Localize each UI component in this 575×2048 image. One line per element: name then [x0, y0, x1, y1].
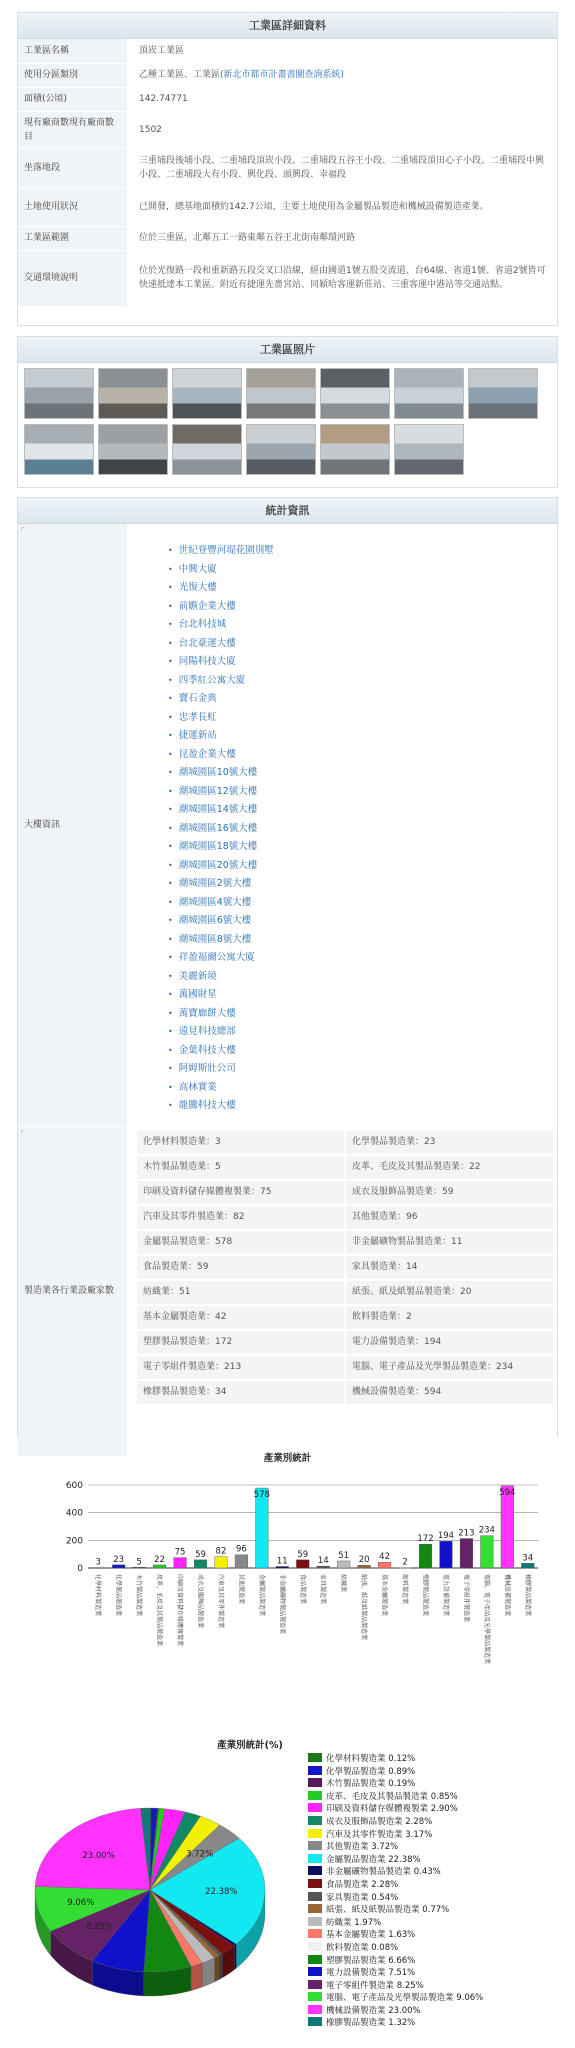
legend-label: 非金屬礦物製品製造業 0.43% [326, 1867, 441, 1878]
legend-label: 塑膠製品製造業 6.66% [326, 1955, 416, 1966]
x-tick-label: 塑膠製品製造業 [421, 1574, 429, 1617]
legend-swatch [308, 1816, 322, 1825]
bar-value-label: 20 [358, 1555, 370, 1566]
pie-slice-label: 3.72% [186, 1849, 214, 1860]
bar-value-label: 594 [499, 1487, 516, 1498]
industry-count: 家具製造業：14 [346, 1256, 553, 1279]
x-tick-label: 非金屬礦物製品製造業 [278, 1574, 286, 1635]
photo-thumbnail[interactable] [468, 368, 538, 419]
legend-label: 電子零組件製造業 8.25% [326, 1980, 424, 1991]
stats-table [18, 524, 557, 1457]
bar [276, 1566, 289, 1568]
building-item[interactable]: • 金葉科技大樓 [168, 1042, 557, 1061]
industries-label: 製造業各行業設廠家數 [24, 1286, 115, 1296]
detail-table [18, 39, 557, 307]
x-tick-label: 化學製品製造業 [114, 1574, 122, 1617]
legend-swatch [308, 1955, 322, 1964]
x-tick-label: 紙張、紙及紙製品製造業 [360, 1574, 368, 1641]
bar-chart-title: 產業別統計 [263, 1453, 312, 1464]
industry-count: 塑膠製品製造業：172 [137, 1331, 344, 1354]
stats-header: 統計資訊 [18, 498, 557, 524]
legend-item [308, 2017, 568, 2030]
photo-thumbnail[interactable] [98, 368, 168, 419]
industry-count: 基本金屬製造業：42 [137, 1306, 344, 1329]
detail-panel [17, 12, 558, 326]
industry-count: 皮革、毛皮及其製品製造業：22 [346, 1156, 553, 1179]
x-tick-label: 電腦、電子產品及光學製品製造業 [482, 1574, 490, 1665]
x-tick-label: 木竹製品製造業 [135, 1574, 143, 1617]
building-item[interactable]: • 萬國財星 [168, 986, 557, 1005]
building-item[interactable]: • 遠見科技總部 [168, 1023, 557, 1042]
bar-value-label: 11 [276, 1556, 288, 1567]
legend-item [308, 1791, 568, 1804]
legend-swatch [308, 2005, 322, 2014]
industry-count: 食品製造業：59 [137, 1256, 344, 1279]
building-item[interactable]: • 中興大廈 [168, 561, 557, 580]
industry-count: 其他製造業：96 [346, 1206, 553, 1229]
photo-thumbnail[interactable] [320, 368, 390, 419]
legend-swatch [308, 1917, 322, 1926]
legend-swatch [308, 1841, 322, 1850]
legend-item [308, 1929, 568, 1942]
photo-thumbnail[interactable] [24, 368, 94, 419]
bar [215, 1557, 228, 1568]
legend-item [308, 1892, 568, 1905]
photo-thumbnail[interactable] [320, 424, 390, 475]
building-item[interactable]: • 台北科技城 [168, 616, 557, 635]
legend-label: 印刷及資料儲存媒體複製業 2.90% [326, 1804, 458, 1815]
x-tick-label: 電子零組件製造業 [462, 1574, 470, 1623]
legend-item [308, 1841, 568, 1854]
legend-label: 汽車及其零件製造業 3.17% [326, 1829, 433, 1840]
building-item[interactable]: • 忠孝長虹 [168, 709, 557, 728]
bar-value-label: 23 [113, 1554, 125, 1565]
photo-thumbnail[interactable] [172, 368, 242, 419]
x-tick-label: 紡織業 [339, 1574, 347, 1593]
bar-value-label: 578 [253, 1490, 270, 1501]
building-item[interactable]: • 光復大樓 [168, 579, 557, 598]
legend-item [308, 1904, 568, 1917]
photo-thumbnail[interactable] [246, 368, 316, 419]
legend-label: 橡膠製品製造業 1.32% [326, 2018, 416, 2029]
legend-swatch [308, 1904, 322, 1913]
legend-swatch [308, 1980, 322, 1989]
legend-swatch [308, 1879, 322, 1888]
bar [337, 1561, 350, 1568]
x-tick-label: 其他製造業 [237, 1574, 245, 1605]
legend-label: 皮革、毛皮及其製品製造業 0.85% [326, 1791, 458, 1802]
legend-label: 化學材料製造業 0.12% [326, 1754, 416, 1764]
industry-count: 電腦、電子產品及光學製品製造業：234 [346, 1356, 553, 1379]
legend-item [308, 1766, 568, 1779]
bar [153, 1565, 166, 1568]
photo-thumbnail[interactable] [394, 368, 464, 419]
bar-value-label: 3 [95, 1557, 101, 1568]
bar-value-label: 213 [458, 1528, 475, 1539]
industry-count: 化學材料製造業：3 [137, 1131, 344, 1154]
industry-count: 機械設備製造業：594 [346, 1381, 553, 1404]
legend-label: 電腦、電子產品及光學製品製造業 9.06% [326, 1993, 484, 2004]
building-item[interactable]: • 潮城園區8號大樓 [168, 931, 557, 950]
legend-label: 其他製造業 3.72% [326, 1842, 399, 1853]
legend-label: 木竹製品製造業 0.19% [326, 1779, 416, 1790]
legend-item [308, 1955, 568, 1968]
x-tick-label: 金屬製品製造業 [257, 1574, 265, 1617]
bar-value-label: 51 [338, 1550, 350, 1561]
legend-item [308, 1879, 568, 1892]
building-item[interactable]: • 昆盈企業大樓 [168, 746, 557, 765]
building-item[interactable]: • 萬寶廊餅大樓 [168, 1005, 557, 1024]
legend-label: 家具製造業 0.54% [326, 1892, 399, 1903]
legend-swatch [308, 1766, 322, 1775]
name-value: 頂崁工業區 [130, 39, 557, 63]
zoning-map-link[interactable]: (新北市都市計畫書圖查詢系統) [220, 70, 345, 80]
x-tick-label: 印刷及資料儲存媒體複製業 [176, 1574, 184, 1647]
x-tick-label: 飲料製造業 [401, 1574, 409, 1605]
legend-swatch [308, 1854, 322, 1863]
bar [419, 1544, 432, 1568]
building-item[interactable]: • 潮城園區10號大樓 [168, 764, 557, 783]
legend-swatch [308, 1803, 322, 1812]
legend-swatch [308, 1753, 322, 1762]
bar [112, 1565, 125, 1568]
building-list [133, 524, 557, 1126]
industry-count: 紡織業：51 [137, 1281, 344, 1304]
industry-count: 木竹製品製造業：5 [137, 1156, 344, 1179]
building-item[interactable]: • 潮城園區6號大樓 [168, 912, 557, 931]
detail-header: 工業區詳細資料 [18, 13, 557, 39]
range-label: 工業區範圍 [18, 226, 130, 250]
bar-value-label: 42 [379, 1552, 391, 1563]
legend-label: 紡織業 1.97% [326, 1917, 382, 1928]
buildings-label: 大樓資訊 [24, 819, 61, 830]
industry-count: 電力設備製造業：194 [346, 1331, 553, 1354]
pie-slice-label: 23.00% [82, 1850, 115, 1861]
bar [481, 1536, 494, 1568]
x-tick-label: 皮革、毛皮及其製品製造業 [155, 1574, 163, 1647]
land-section-label: 坐落地段 [18, 148, 130, 188]
photo-thumbnail[interactable] [246, 424, 316, 475]
pie-chart [0, 1740, 300, 2040]
industry-count: 化學製品製造業：23 [346, 1131, 553, 1154]
x-tick-label: 基本金屬製造業 [380, 1574, 388, 1617]
photo-gallery [18, 363, 557, 484]
legend-item [308, 1866, 568, 1879]
bar [133, 1567, 146, 1568]
legend-swatch [308, 2017, 322, 2026]
x-tick-label: 食品製造業 [298, 1574, 306, 1605]
land-section-value: 三重埔段後埔小段、二重埔段頂崁小段、二重埔段五谷王小段、二重埔段頂田心子小段、二重埔段中興小段、二重埔段大有小段、興化段、頭興段、幸福段 [130, 148, 557, 188]
building-item[interactable]: • 四季紅公寓大廈 [168, 672, 557, 691]
legend-label: 飲料製造業 0.08% [326, 1942, 399, 1953]
pie-slice-label: 9.06% [67, 1898, 95, 1909]
building-item[interactable]: • 捷運新站 [168, 727, 557, 746]
legend-swatch [308, 1892, 322, 1901]
industry-count: 橡膠製品製造業：34 [137, 1381, 344, 1404]
legend-swatch [308, 1866, 322, 1875]
traffic-label: 交通環境說明 [18, 250, 130, 306]
building-item[interactable]: • 潮城園區20號大樓 [168, 857, 557, 876]
corner-mark [21, 1130, 25, 1134]
pie-slice-side [192, 1963, 203, 1991]
legend-item [308, 1816, 568, 1829]
photos-header: 工業區照片 [18, 337, 557, 363]
building-item[interactable]: • 台北豪運大樓 [168, 635, 557, 654]
y-tick-label: 200 [65, 1536, 83, 1547]
range-value: 位於三重區，北鄰五工一路東鄰五谷王北街南鄰環河路 [130, 226, 557, 250]
legend-item [308, 1992, 568, 2005]
pie-chart-title: 產業別統計(%) [217, 1740, 283, 1751]
pie-legend [308, 1753, 568, 2030]
bar-value-label: 96 [235, 1544, 247, 1555]
building-item[interactable]: • 美麗新境 [168, 968, 557, 987]
industries-cell [130, 1126, 557, 1456]
legend-item [308, 1803, 568, 1816]
legend-label: 電力設備製造業 7.51% [326, 1968, 416, 1979]
bar-value-label: 59 [195, 1549, 206, 1560]
bar-value-label: 75 [174, 1547, 186, 1558]
bar [194, 1560, 207, 1568]
building-item[interactable]: • 寶石金典 [168, 690, 557, 709]
pie-slice-side [234, 1944, 236, 1970]
bar-value-label: 14 [317, 1556, 329, 1567]
stats-panel [17, 497, 558, 1437]
y-tick-label: 0 [77, 1564, 83, 1574]
building-item[interactable]: • 潮城園區4號大樓 [168, 894, 557, 913]
photo-thumbnail[interactable] [394, 424, 464, 475]
bar-value-label: 5 [136, 1557, 142, 1568]
zone-cell [130, 63, 557, 87]
industry-count: 電子零組件製造業：213 [137, 1356, 344, 1379]
industries-label-cell [18, 1126, 130, 1456]
building-item[interactable]: • 潮城園區18號大樓 [168, 838, 557, 857]
building-item[interactable]: • 潮城園區14號大樓 [168, 801, 557, 820]
x-tick-label: 化學材料製造業 [94, 1574, 102, 1617]
company-count-label: 現有廠商數現有廠商數目 [18, 111, 130, 148]
building-item[interactable]: • 高林實業 [168, 1079, 557, 1098]
building-item[interactable]: • 世紀登豐河堤花園別墅 [168, 542, 557, 561]
building-item[interactable]: • 阿姆斯壯公司 [168, 1060, 557, 1079]
industry-count: 成衣及服飾品製造業：59 [346, 1181, 553, 1204]
bar [501, 1486, 514, 1568]
legend-label: 機械設備製造業 23.00% [326, 2005, 421, 2016]
building-item[interactable]: • 潮城園區12號大樓 [168, 783, 557, 802]
x-tick-label: 電力設備製造業 [441, 1574, 449, 1617]
traffic-value: 位於光復路一段和重新路五段交叉口沿線，經由國道1號五股交流道、台64線、省道1號、省道2號皆可快速抵達本工業區。附近有捷運先嗇宮站、同穎哈客運新莊站、三重客運中港站等交通站點。 [130, 250, 557, 306]
bar-value-label: 172 [417, 1534, 434, 1545]
legend-item [308, 1829, 568, 1842]
industry-count: 非金屬礦物製品製造業：11 [346, 1231, 553, 1254]
building-item[interactable]: • 同陽科技大廈 [168, 653, 557, 672]
bar [460, 1539, 473, 1568]
x-tick-label: 家具製造業 [319, 1574, 327, 1605]
zone-value: 乙種工業區、工業區 [139, 70, 221, 80]
x-tick-label: 橡膠製品製造業 [523, 1574, 531, 1617]
industry-grid [133, 1127, 557, 1408]
industry-count: 紙張、紙及紙製品製造業：20 [346, 1281, 553, 1304]
bar [235, 1555, 248, 1568]
bar [399, 1568, 412, 1569]
legend-swatch [308, 1992, 322, 2001]
x-tick-label: 汽車及其零件製造業 [216, 1574, 224, 1629]
legend-item [308, 1778, 568, 1791]
company-count-value: 1502 [130, 111, 557, 148]
bar [440, 1541, 453, 1568]
bar [521, 1563, 534, 1568]
bar [378, 1562, 391, 1568]
bar [317, 1566, 330, 1568]
legend-label: 化學製品製造業 0.89% [326, 1766, 416, 1777]
bar [92, 1568, 105, 1569]
area-value: 142.74771 [130, 87, 557, 111]
legend-swatch [308, 1791, 322, 1800]
legend-label: 食品製造業 2.28% [326, 1879, 399, 1890]
industry-count: 汽車及其零件製造業：82 [137, 1206, 344, 1229]
area-label: 面積(公頃) [18, 87, 130, 111]
legend-swatch [308, 1778, 322, 1787]
bar [358, 1565, 371, 1568]
legend-item [308, 1967, 568, 1980]
pie-slice-side [215, 1956, 220, 1982]
bar-value-label: 34 [522, 1553, 534, 1564]
x-tick-label: 機械設備製造業 [503, 1574, 511, 1617]
photo-thumbnail[interactable] [98, 424, 168, 475]
legend-item [308, 1980, 568, 1993]
bar-value-label: 82 [215, 1546, 227, 1557]
legend-swatch [308, 1942, 322, 1951]
legend-item [308, 1917, 568, 1930]
photo-thumbnail[interactable] [172, 424, 242, 475]
legend-label: 紙張、紙及紙製品製造業 0.77% [326, 1905, 450, 1916]
building-item[interactable]: • 潮城園區16號大樓 [168, 820, 557, 839]
y-tick-label: 400 [65, 1508, 83, 1519]
photo-thumbnail[interactable] [24, 424, 94, 475]
industry-count: 印刷及資料儲存媒體複製業：75 [137, 1181, 344, 1204]
land-use-label: 土地使用狀況 [18, 188, 130, 226]
land-use-value: 已開發，總基地面積約142.7公頃，主要土地使用為金屬製品製造和機械設備製造產業。 [130, 188, 557, 226]
x-tick-label: 成衣及服飾品製造業 [196, 1574, 204, 1629]
legend-label: 成衣及服飾品製造業 2.28% [326, 1816, 433, 1827]
pie-slice-label: 8.25% [86, 1921, 114, 1932]
building-item[interactable]: • 龍騰科技大樓 [168, 1097, 557, 1116]
legend-label: 金屬製品製造業 22.38% [326, 1854, 421, 1865]
pie-slice-side [219, 1954, 222, 1980]
bar [296, 1560, 309, 1568]
bar-value-label: 234 [478, 1525, 495, 1536]
industry-count: 飲料製造業：2 [346, 1306, 553, 1329]
photos-panel [17, 336, 558, 488]
buildings-label-cell [18, 524, 130, 1126]
building-item[interactable]: • 祥盈福爾公寓大廈 [168, 949, 557, 968]
buildings-cell [130, 524, 557, 1126]
bar-value-label: 194 [437, 1531, 455, 1542]
name-label: 工業區名稱 [18, 39, 130, 63]
legend-item [308, 1854, 568, 1867]
legend-item [308, 2005, 568, 2018]
bar-chart [0, 1463, 575, 1733]
y-tick-label: 600 [65, 1481, 83, 1491]
legend-item [308, 1753, 568, 1766]
legend-swatch [308, 1967, 322, 1976]
bar-value-label: 2 [402, 1557, 408, 1568]
building-item[interactable]: • 潮城園區2號大樓 [168, 875, 557, 894]
legend-swatch [308, 1829, 322, 1838]
bar-value-label: 22 [154, 1554, 166, 1565]
legend-swatch [308, 1929, 322, 1938]
bar-value-label: 59 [297, 1549, 309, 1560]
industry-count: 金屬製品製造業：578 [137, 1231, 344, 1254]
pie-slice-label: 22.38% [205, 1886, 238, 1897]
zone-label: 使用分區類別 [18, 63, 130, 87]
building-item[interactable]: • 前瞻企業大樓 [168, 598, 557, 617]
corner-mark [21, 527, 25, 531]
pie-slice [35, 1808, 150, 1890]
legend-label: 基本金屬製造業 1.63% [326, 1930, 416, 1941]
bar [174, 1558, 187, 1568]
legend-item [308, 1942, 568, 1955]
